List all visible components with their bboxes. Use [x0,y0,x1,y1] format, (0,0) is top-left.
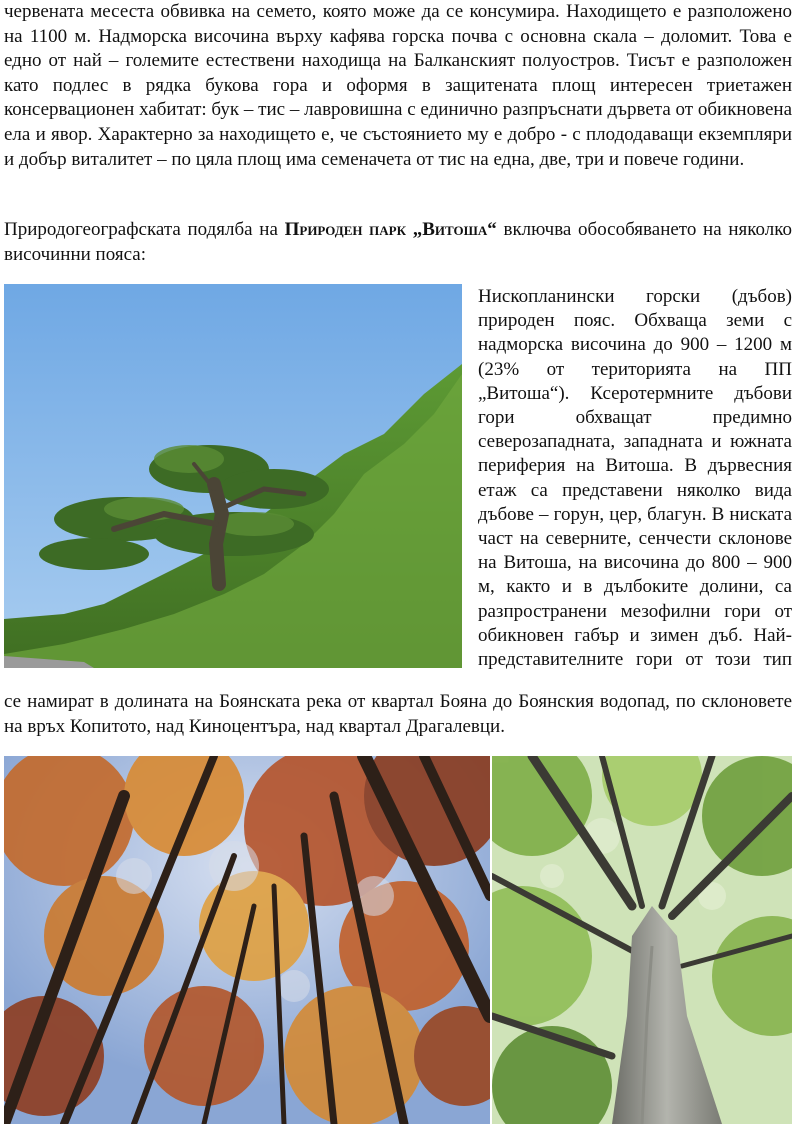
intro-paragraph: червената месеста обвивка на семето, която може да се консумира. Находището е разположено на 1100 м. Надморска височина върху кафява горска почва с основна скала – доломит. Това е едно от най – големите естествени находища на Балканският полуостров. Тисът е разположен като подлес в рядка букова гора и оформя в защитената площ интересен триетажен консервационен хабитат: бук – тис – лавровишна с единично разпръснати дървета от обикновена ела и явор. Характерно за находището е, че състоянието му е добро - с плододаващи екземпляри и добър виталитет – по цяла площ има семеначета от тис на една, две, три и повече години. [4,1,792,170]
division-text-after: включва обособяването на няколко височинни пояса: [4,219,792,265]
altitude-zones-intro [4,218,792,267]
park-name: Природен парк „Витоша“ [284,219,497,240]
division-text-before: Природогеографската подялба на [4,219,285,240]
autumn-forest-photo [4,756,490,1124]
low-mountain-zone-paragraph: Нископланински горски (дъбов) природен пояс. Обхваща земи с надморска височина до 900 – 1200 м (23% от територията на ПП „Витоша“). Ксеротермните дъбови гори обхващат предимно северозападната, западната и южната периферия на Витоша. В дървесния етаж са представени няколко вида дъбове – горун, цер, благун. В ниската част на северните, сенчести склонове на Витоша, на височина до 800 – 900 м, както и в дълбоките долини, са разпространени мезофилни гори от обикновен габър и зимен дъб. Най-представителните гори от този тип [478,286,792,671]
beech-trunk-photo [492,756,792,1124]
low-mountain-zone-text [478,285,792,672]
zone-continuation-paragraph: се намират в долината на Боянската река от квартал Бояна до Боянския водопад, по склоновете на връх Копитото, над Киноцентъра, над квартал Драгалевци. [4,691,792,737]
oak-tree-photo [4,284,462,668]
